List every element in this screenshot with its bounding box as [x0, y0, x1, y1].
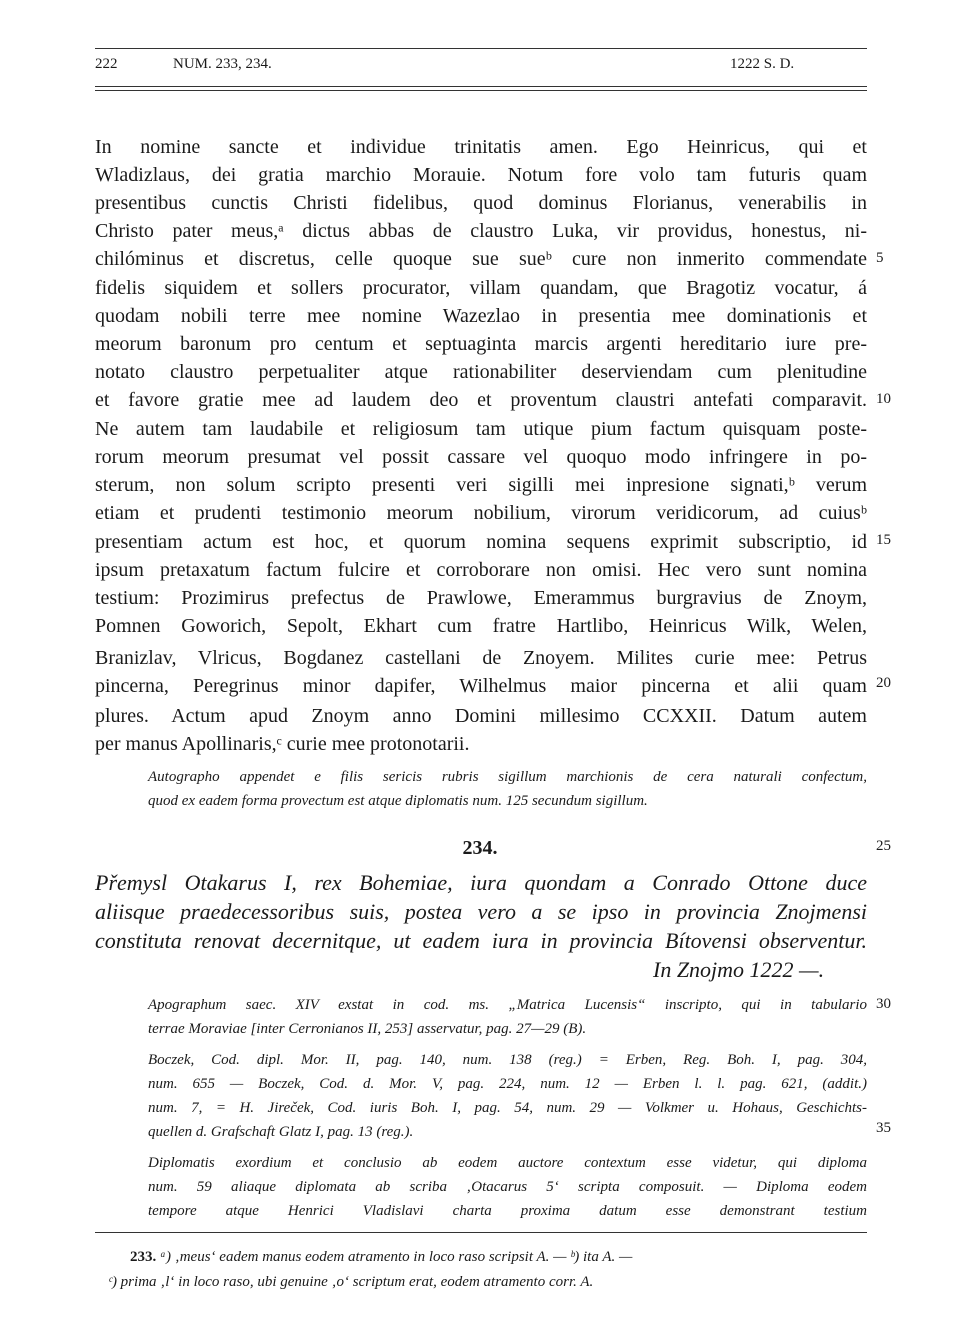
text-line: quodam nobili terre mee nomine Wazezlao in presentia mee dominationis et	[95, 305, 867, 327]
footnote-rule	[95, 1232, 867, 1233]
text-line: ipsum pretaxatum factum fulcire et corroborare non omisi. Hec vero sunt nomina	[95, 559, 867, 581]
text-line: Wladizlaus, dei gratia marchio Morauie. Notum fore volo tam futuris quam	[95, 164, 867, 186]
footnote-line: ᶜ) prima ‚l‘ in loco raso, ubi genuine ‚o‘ scriptum erat, eodem atramento corr. A.	[108, 1274, 594, 1290]
document-number-234: 234.	[462, 837, 498, 859]
text-line: presentiam actum est hoc, et quorum nomina sequens exprimit subscriptio, id	[95, 531, 867, 553]
line-number: 5	[876, 250, 884, 266]
text-line: testium: Prozimirus prefectus de Prawlowe, Emerammus burgravius de Znoym,	[95, 587, 867, 609]
regest-line: aliisque praedecessoribus suis, postea vero a se ipso in provincia Znojmensi	[95, 899, 867, 924]
text-line: notato claustro perpetualiter atque rationabiliter deserviendam cum plenitudine	[95, 361, 867, 383]
source-note: Apographum saec. XIV exstat in cod. ms. „Matrica Lucensis“ inscripto, qui in tabulario	[148, 997, 867, 1013]
text-line: fidelis siquidem et sollers procurator, villam quandam, que Bragotiz vocatur, á	[95, 277, 867, 299]
text-line: plures. Actum apud Znoym anno Domini millesimo CCXXII. Datum autem	[95, 705, 867, 727]
text-line: Ne autem tam laudabile et religiosum tam utique pium factum quisquam poste-	[95, 418, 867, 440]
line-number: 30	[876, 996, 891, 1012]
literature-note: Boczek, Cod. dipl. Mor. II, pag. 140, num. 138 (reg.) = Erben, Reg. Boh. I, pag. 304,	[148, 1052, 867, 1068]
text-line: etiam et prudenti testimonio meorum nobilium, virorum veridicorum, ad cuiusᵇ	[95, 502, 867, 524]
page-number: 222	[95, 56, 118, 72]
commentary-note: Diplomatis exordium et conclusio ab eodem auctore contextum esse videtur, qui diploma	[148, 1155, 867, 1171]
text-line: Christo pater meus,ᵃ dictus abbas de claustro Luka, vir providus, honestus, ni-	[95, 220, 867, 242]
regest-line: constituta renovat decernitque, ut eadem iura in provincia Bítovensi observentur.	[95, 928, 867, 953]
footnote-ref: 233.	[130, 1249, 157, 1265]
seal-note: Autographo appendet e filis sericis rubris sigillum marchionis de cera naturali confectum,	[148, 769, 867, 785]
line-number: 15	[876, 532, 891, 548]
commentary-note: num. 59 aliaque diplomata ab scriba ‚Otacarus 5‘ scripta composuit. — Diploma eodem	[148, 1179, 867, 1195]
text-line: sterum, non solum scripto presenti veri sigilli mei inpresione signati,ᵇ verum	[95, 474, 867, 496]
header-top-rule	[95, 48, 867, 49]
source-note: terrae Moraviae [inter Cerronianos II, 253] asservatur, pag. 27—29 (B).	[148, 1021, 587, 1037]
text-line: et favore gratie mee ad laudem deo et proventum claustri antefati comparavit.	[95, 389, 867, 411]
line-number: 20	[876, 675, 891, 691]
header-bottom-rule-2	[95, 90, 867, 91]
text-line: pincerna, Peregrinus minor dapifer, Wilhelmus maior pincerna et alii quam	[95, 675, 867, 697]
text-line: presentibus cunctis Christi fidelibus, quod dominus Florianus, venerabilis in	[95, 192, 867, 214]
place-date: In Znojmo 1222 —.	[653, 957, 825, 982]
text-line: meorum baronum pro centum et septuaginta marcis argenti hereditario iure pre-	[95, 333, 867, 355]
line-number: 25	[876, 838, 891, 854]
header-bottom-rule	[95, 86, 867, 87]
text-line: rorum meorum presumat vel possit cassare vel quoquo modo infringere in po-	[95, 446, 867, 468]
footnote-text: ᵃ) ‚meus‘ eadem manus eodem atramento in loco raso scripsit A. — ᵇ) ita A. —	[160, 1249, 633, 1265]
text-line: chilóminus et discretus, celle quoque sue sueᵇ cure non inmerito commendate	[95, 248, 867, 270]
running-header	[95, 56, 867, 78]
regest-line: Přemysl Otakarus I, rex Bohemiae, iura quondam a Conrado Ottone duce	[95, 870, 867, 895]
text-line: per manus Apollinaris,ᶜ curie mee protonotarii.	[95, 733, 470, 755]
text-line: Branizlav, Vlricus, Bogdanez castellani de Znoyem. Milites curie mee: Petrus	[95, 647, 867, 669]
line-number: 35	[876, 1120, 891, 1136]
line-number: 10	[876, 391, 891, 407]
seal-note: quod ex eadem forma provectum est atque diplomatis num. 125 secundum sigillum.	[148, 793, 648, 809]
literature-note: quellen d. Grafschaft Glatz I, pag. 13 (reg.).	[148, 1124, 414, 1140]
text-line: In nomine sancte et individue trinitatis amen. Ego Heinricus, qui et	[95, 136, 867, 158]
literature-note: num. 7, = H. Jireček, Cod. iuris Boh. I, pag. 54, num. 29 — Volkmer u. Hohaus, Geschichts-	[148, 1100, 867, 1116]
document-numbers: NUM. 233, 234.	[173, 56, 272, 72]
text-line: Pomnen Goworich, Sepolt, Ekhart cum fratre Hartlibo, Heinricus Wilk, Welen,	[95, 615, 867, 637]
year-label: 1222 S. D.	[730, 56, 795, 72]
literature-note: num. 655 — Boczek, Cod. d. Mor. V, pag. 224, num. 12 — Erben l. l. pag. 621, (addit.)	[148, 1076, 867, 1092]
commentary-note: tempore atque Henrici Vladislavi charta proxima datum esse demonstrant testium	[148, 1203, 867, 1219]
footnote-line	[130, 1245, 889, 1269]
